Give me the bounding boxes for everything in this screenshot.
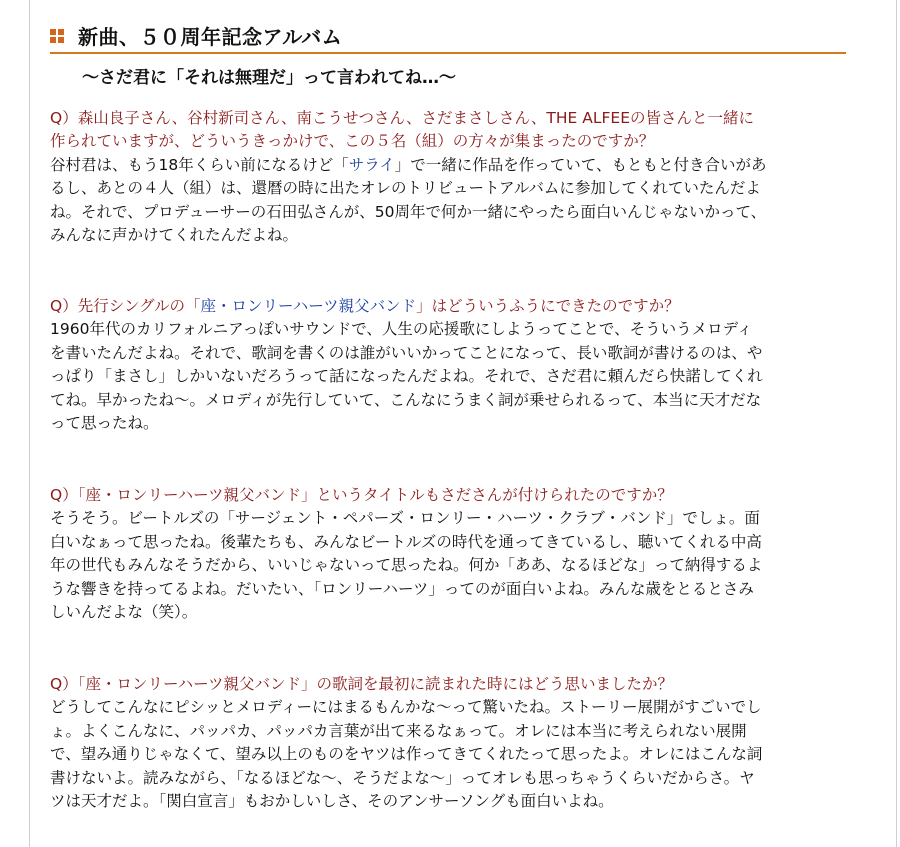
- answer-line: 白いなぁって思ったね。後輩たちも、みんなビートルズの時代を通ってきているし、聴いてくれる中高: [50, 532, 762, 551]
- saraai-link[interactable]: サライ: [348, 155, 395, 174]
- answer-line: って思ったね。: [50, 414, 159, 433]
- answer-4: [50, 696, 850, 813]
- answer-text: 」で一緒に作品を作っていて、もともと付き合いがあ: [394, 155, 767, 174]
- question-line: [50, 295, 850, 318]
- answer-line: てね。早かったね〜。メロディが先行していて、こんなにうまく詞が乗せられるって、本当に天才だな: [50, 390, 762, 409]
- qa-item-2: [50, 295, 850, 435]
- answer-text: 谷村君は、もう18年くらい前になるけど「: [50, 155, 349, 174]
- answer-line: そうそう。ビートルズの「サージェント・ペパーズ・ロンリー・ハーツ・クラブ・バンド」でしょ。面: [50, 509, 760, 528]
- answer-line: で、望み通りじゃなくて、望み以上のものをヤツは作ってきてくれたって思ったよ。オレにはこんな詞: [50, 745, 763, 764]
- question-text: 」はどういうふうにできたのですか？: [416, 297, 680, 315]
- answer-line: 書けないよ。読みながら、「なるほどな〜、そうだよな〜」ってオレも思っちゃうくらいだからさ。ヤ: [50, 768, 755, 787]
- answer-line: うな響きを持ってるよね。だいたい、「ロンリーハーツ」ってのが面白いよね。みんな歳をとるとさみ: [50, 579, 754, 598]
- orange-square-grid-icon: [50, 29, 64, 43]
- qa-item-1: [50, 107, 850, 247]
- question-1: [50, 107, 850, 154]
- question-line: Q）「座・ロンリーハーツ親父バンド」というタイトルもさださんが付けられたのですか？: [50, 486, 673, 504]
- answer-line: どうしてこんなにピシッとメロディーにはまるもんかな〜って驚いたね。ストーリー展開がすごいでし: [50, 698, 762, 717]
- song-title-link[interactable]: 座・ロンリーハーツ親父バンド: [200, 297, 417, 315]
- question-2: [50, 295, 850, 318]
- question-4: [50, 673, 850, 696]
- answer-line: ツは天才だよ。「関白宣言」もおかしいしさ、そのアンサーソングも面白いよね。: [50, 792, 614, 811]
- answer-line: を書いたんだよね。それで、歌詞を書くのは誰がいいかってことになって、長い歌詞が書けるのは、や: [50, 343, 763, 362]
- question-line: Q）「座・ロンリーハーツ親父バンド」の歌詞を最初に読まれた時にはどう思いましたか？: [50, 675, 674, 693]
- section-header: [50, 22, 846, 54]
- answer-line: ょ。よくこんなに、パッパカ、パッパカ言葉が出て来るなぁって。オレには本当に考えられない展開: [50, 721, 747, 740]
- question-3: [50, 484, 850, 507]
- question-line: 作られていますが、どういうきっかけで、この５名（組）の方々が集まったのですか？: [50, 132, 655, 151]
- answer-line: みんなに声かけてくれたんだよね。: [50, 226, 299, 245]
- section-subtitle: 〜さだ君に「それは無理だ」って言われてね…〜: [82, 68, 456, 88]
- answer-line: るし、あとの４人（組）は、還暦の時に出たオレのトリビュートアルバムに参加してくれていたんだよ: [50, 179, 761, 198]
- question-text: Q）先行シングルの「: [50, 297, 201, 315]
- answer-1: [50, 154, 850, 248]
- qa-item-4: [50, 673, 850, 813]
- answer-line: っぱり「まさし」しかいないだろうって話になったんだよね。それで、さだ君に頼んだら快諾してくれ: [50, 367, 763, 386]
- answer-2: [50, 318, 850, 435]
- answer-line: 1960年代のカリフォルニアっぽいサウンドで、人生の応援歌にしようってことで、そういうメロディ: [50, 320, 753, 339]
- answer-3: [50, 507, 850, 624]
- question-line: Q）森山良子さん、谷村新司さん、南こうせつさん、さだまさしさん、THE ALFEEの皆さんと一緒に: [50, 109, 755, 127]
- qa-item-3: [50, 484, 850, 624]
- answer-line: しいんだよな（笑）。: [50, 603, 198, 622]
- answer-line: ね。それで、プロデューサーの石田弘さんが、50周年で何か一緒にやったら面白いんじゃないかって、: [50, 202, 767, 221]
- answer-line: 年の世代もみんなそうだから、いいじゃないって思ったね。何か「ああ、なるほどな」って納得するよ: [50, 556, 763, 575]
- section-title: 新曲、５０周年記念アルバム: [78, 25, 343, 49]
- answer-line: [50, 154, 850, 177]
